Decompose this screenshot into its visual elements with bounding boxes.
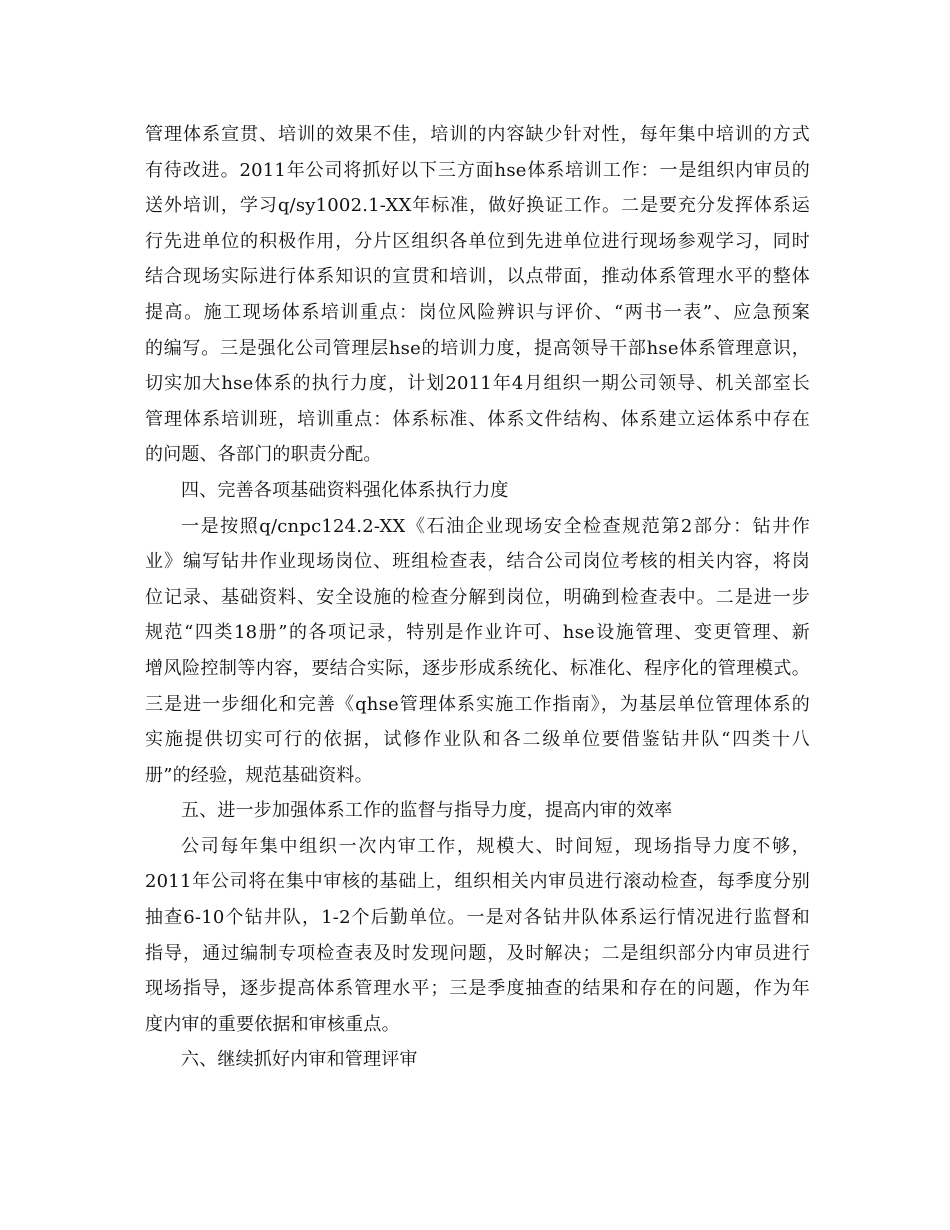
text-line: 结合现场实际进行体系知识的宣贯和培训，以点带面，推动体系管理水平的整体 [145, 266, 810, 288]
text-line: 增风险控制等内容，要结合实际，逐步形成系统化、标准化、程序化的管理模式。 [145, 657, 810, 679]
paragraph-basic-records [145, 509, 810, 794]
text-line: 有待改进。2011年公司将抓好以下三方面hse体系培训工作：一是组织内审员的 [145, 159, 810, 181]
text-line: 行先进单位的积极作用，分片区组织各单位到先进单位进行现场参观学习，同时 [145, 230, 810, 252]
text-line: 度内审的重要依据和审核重点。 [145, 1013, 400, 1035]
section-heading-4 [145, 473, 810, 509]
heading-text: 五、进一步加强体系工作的监督与指导力度，提高内审的效率 [181, 800, 673, 822]
text-line: 三是进一步细化和完善《qhse管理体系实施工作指南》，为基层单位管理体系的 [145, 693, 810, 715]
text-line: 提高。施工现场体系培训重点：岗位风险辨识与评价、“两书一表”、应急预案 [145, 301, 810, 323]
text-line: 送外培训，学习q/sy1002.1-XX年标准，做好换证工作。二是要充分发挥体系运 [145, 195, 810, 217]
text-line: 实施提供切实可行的依据，试修作业队和各二级单位要借鉴钻井队“四类十八 [145, 729, 810, 751]
document-body [145, 117, 810, 1078]
text-line: 抽查6-10个钻井队，1-2个后勤单位。一是对各钻井队体系运行情况进行监督和 [145, 907, 810, 929]
text-line: 管理体系培训班，培训重点：体系标准、体系文件结构、体系建立运体系中存在 [145, 408, 810, 430]
section-heading-5 [145, 793, 810, 829]
text-line: 公司每年集中组织一次内审工作，规模大、时间短，现场指导力度不够， [181, 835, 810, 857]
heading-text: 六、继续抓好内审和管理评审 [181, 1049, 418, 1071]
text-line: 的问题、各部门的职责分配。 [145, 444, 382, 466]
text-line: 一是按照q/cnpc124.2-XX《石油企业现场安全检查规范第2部分：钻井作 [181, 515, 810, 537]
text-line: 册”的经验，规范基础资料。 [145, 764, 373, 786]
heading-text: 四、完善各项基础资料强化体系执行力度 [181, 479, 509, 501]
paragraph-hse-training [145, 117, 810, 473]
text-line: 的编写。三是强化公司管理层hse的培训力度，提高领导干部hse体系管理意识， [145, 337, 810, 359]
text-line: 规范“四类18册”的各项记录，特别是作业许可、hse设施管理、变更管理、新 [145, 622, 810, 644]
text-line: 2011年公司将在集中审核的基础上，组织相关内审员进行滚动检查，每季度分别 [145, 871, 810, 893]
text-line: 切实加大hse体系的执行力度，计划2011年4月组织一期公司领导、机关部室长 [145, 373, 810, 395]
paragraph-internal-audit [145, 829, 810, 1043]
text-line: 管理体系宣贯、培训的效果不佳，培训的内容缺少针对性，每年集中培训的方式 [145, 124, 810, 145]
section-heading-6 [145, 1042, 810, 1078]
text-line: 业》编写钻井作业现场岗位、班组检查表，结合公司岗位考核的相关内容，将岗 [145, 551, 810, 573]
text-line: 指导，通过编制专项检查表及时发现问题，及时解决；二是组织部分内审员进行 [145, 942, 810, 964]
text-line: 位记录、基础资料、安全设施的检查分解到岗位，明确到检查表中。二是进一步 [145, 586, 810, 608]
text-line: 现场指导，逐步提高体系管理水平；三是季度抽查的结果和存在的问题，作为年 [145, 978, 810, 1000]
